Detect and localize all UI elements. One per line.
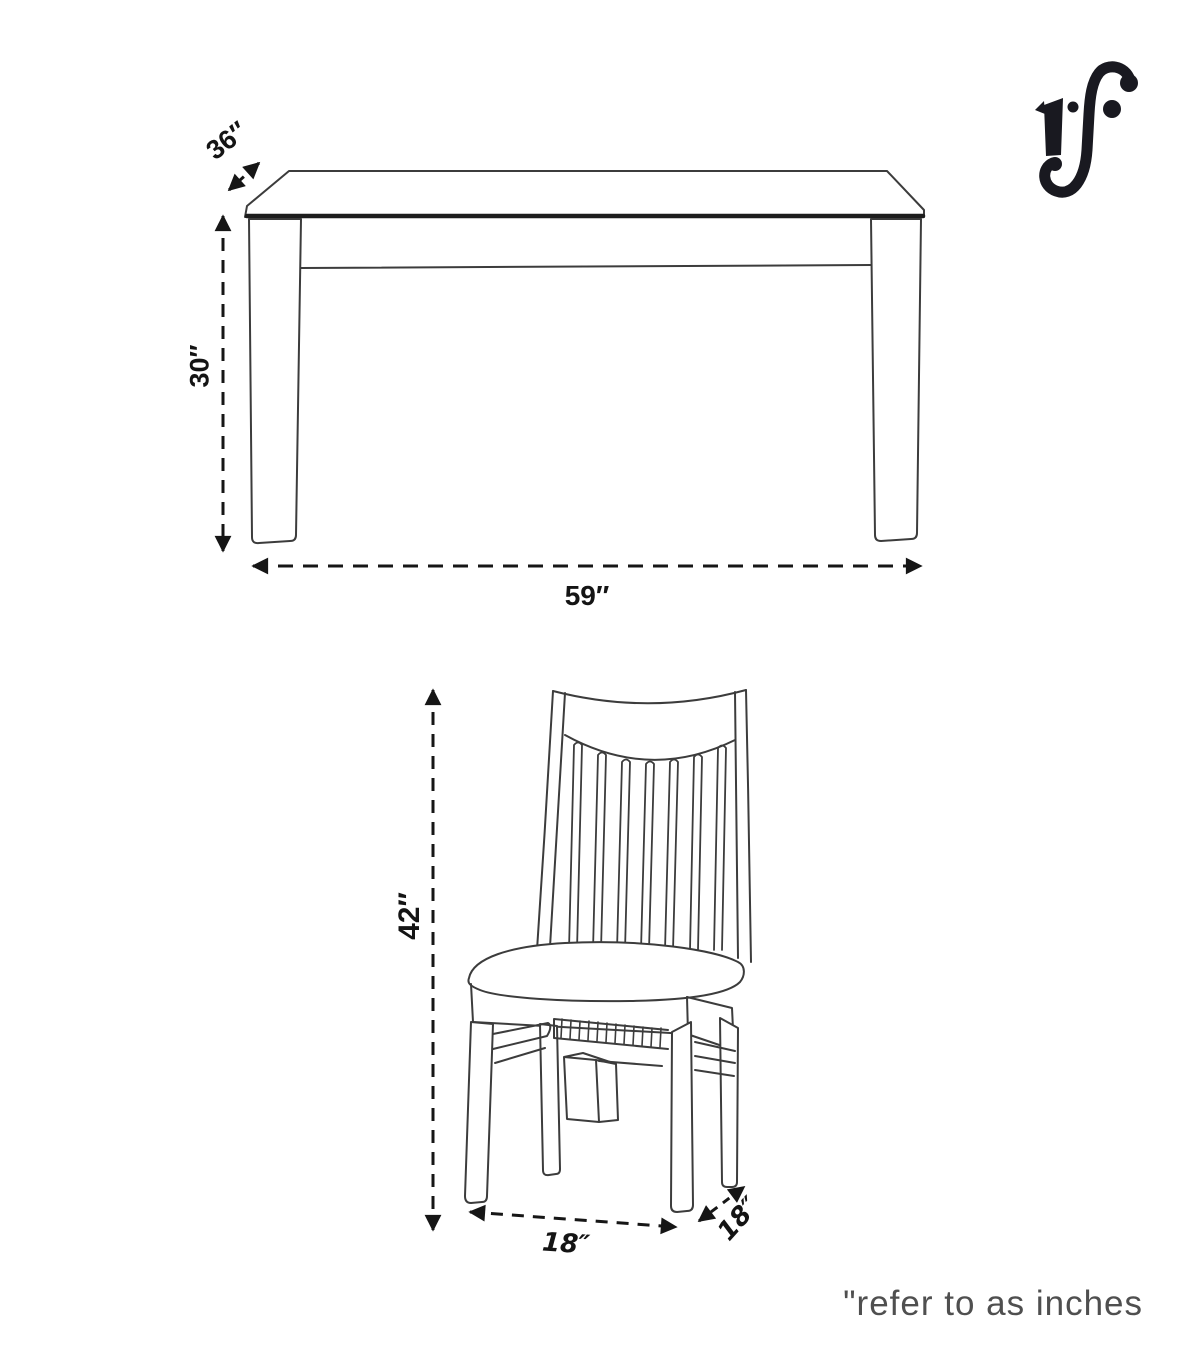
chair-rear-left-leg [540,1024,560,1175]
table-right-leg [871,219,921,541]
table-depth-label: 36″ [200,115,253,166]
chair-front-left-leg [465,1022,493,1203]
chair-width-label: 18″ [541,1227,591,1261]
chair-seat-cushion [468,942,743,1001]
rf-logo [1028,58,1140,203]
chair-depth-label: 18″ [711,1191,767,1247]
chair-front-right-leg [671,1022,693,1212]
table-width-label: 59″ [564,580,610,611]
table-height-label: 30″ [184,344,215,388]
logo-dot-small [1068,102,1079,113]
table-depth-arrow [229,163,259,190]
chair-rear-right-leg [720,1018,738,1187]
chair-height-label: 42″ [393,892,426,940]
table-drawing [245,171,924,543]
chair-width-arrow [470,1212,676,1227]
table-left-leg [249,219,301,543]
chair-back [537,690,751,962]
units-footnote: "refer to as inches [843,1284,1143,1323]
chair-drawing [465,690,751,1212]
chair-stretchers [493,1019,735,1122]
table-apron-line [301,265,871,268]
table-top [245,171,924,217]
chair-back-slats [569,743,726,951]
logo-r-glyph [1035,98,1063,156]
chair-center-support [564,1053,618,1122]
logo-dot-large [1103,100,1121,118]
